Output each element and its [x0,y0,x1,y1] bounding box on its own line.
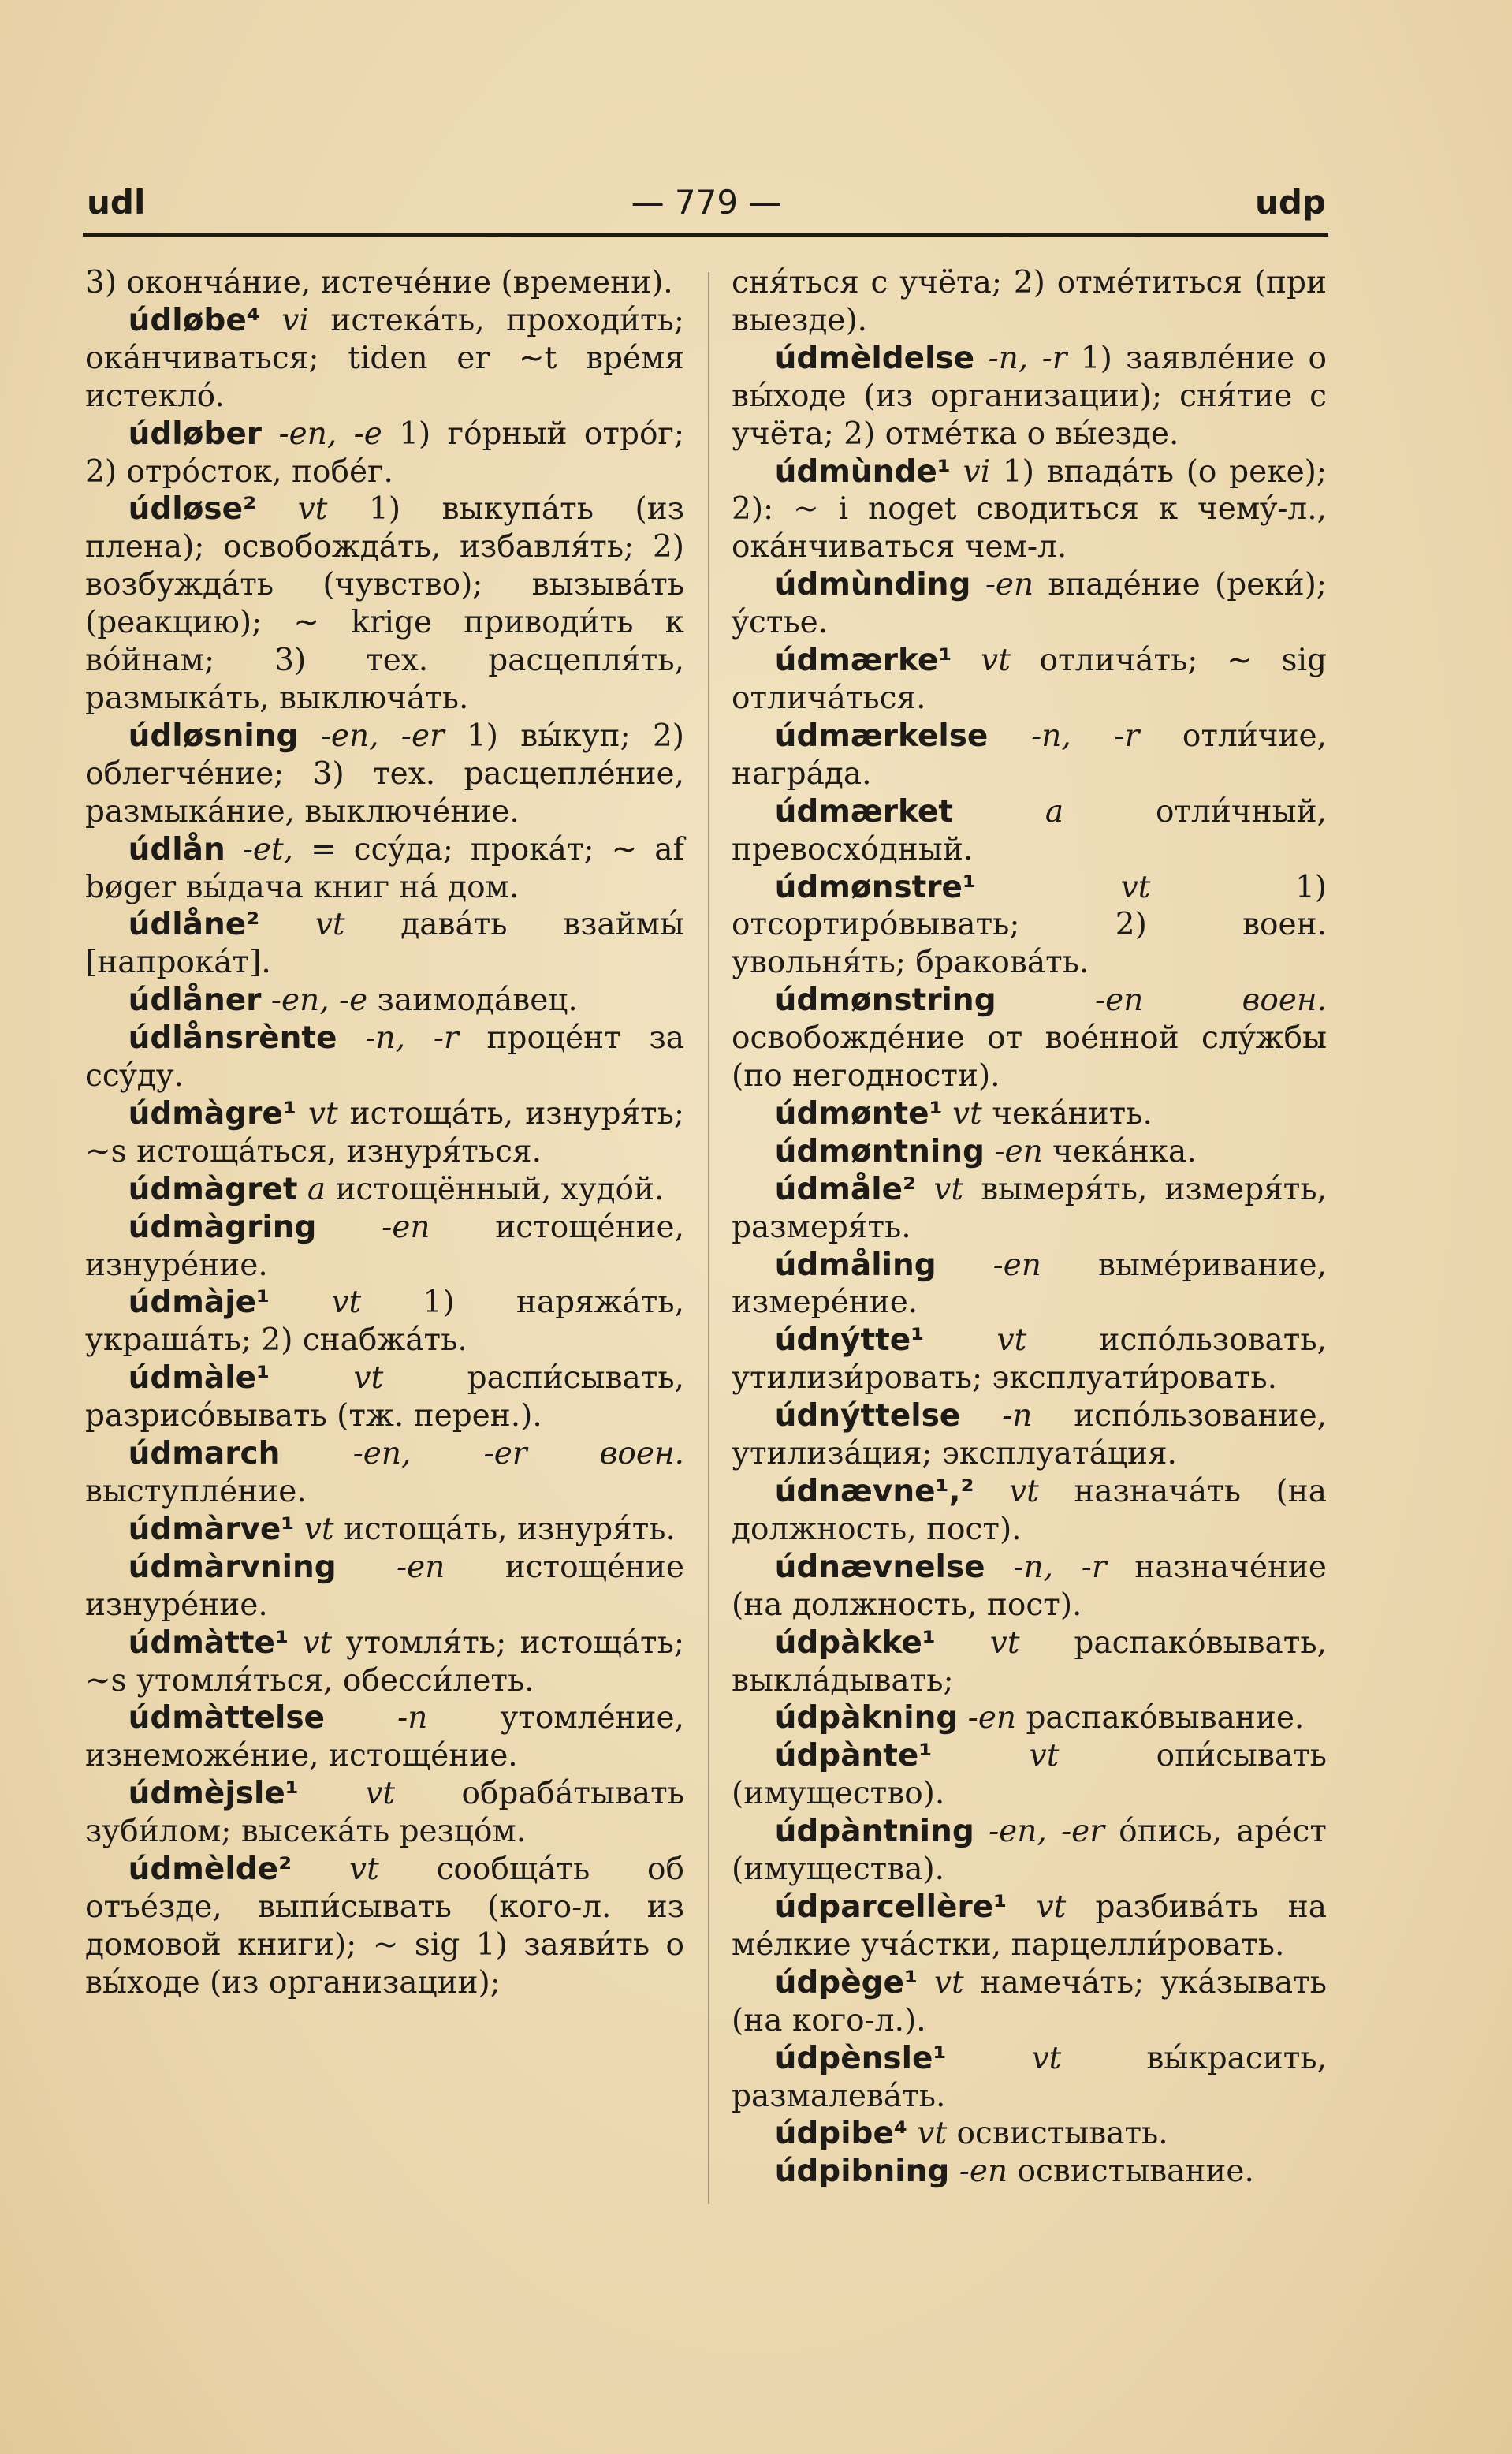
entry-definition: давáть взаймы́ [напрокáт]. [85,907,684,981]
dictionary-entry [732,2115,1327,2153]
column-divider [708,272,709,2204]
entry-definition: испóльзовать, утилизи́ровать; эксплуати́ровать. [732,1322,1327,1397]
entry-grammar: vt [304,1511,334,1547]
entry-headword: údmèldelse [774,340,975,376]
entry-grammar: vt [989,1624,1020,1661]
entry-grammar: vt [933,1964,964,2001]
entry-grammar: -en, -er [320,718,445,754]
entry-definition: впадéние (реки́); ýстье. [732,567,1327,641]
entry-definition: утомля́ть; истощáть; ~s утомля́ться, обесси́леть. [85,1624,684,1699]
dictionary-entry [732,1737,1327,1813]
entry-definition: чекáнка. [1052,1133,1197,1169]
dictionary-entry [732,1095,1327,1133]
entry-headword: údpàkning [774,1700,959,1736]
entry-headword: údnævnelse [774,1549,985,1585]
entry-headword: údpànte¹ [774,1738,933,1774]
entry-definition: 1) наряжáть, украшáть; 2) снабжáть. [85,1285,685,1359]
entry-definition: вымеря́ть, измеря́ть, размеря́ть. [732,1171,1328,1245]
entry-grammar: vi [963,453,991,490]
dictionary-entry [732,340,1327,453]
entry-grammar: vt [353,1360,384,1397]
dictionary-entry [85,1020,684,1095]
entry-definition: истекáть, проходи́ть; окáнчиваться; tiden er ~t врéмя истеклó. [85,302,684,414]
left-column [85,264,684,2002]
entry-grammar: vt [302,1624,333,1661]
dictionary-entry [85,718,684,831]
entry-headword: údmàle¹ [128,1360,270,1397]
entry-definition: освистывание. [1017,2154,1254,2190]
entry-definition: вы́красить, размалевáть. [732,2040,1327,2114]
dictionary-entry [85,416,684,491]
entry-headword: údmàrve¹ [128,1511,295,1547]
entry-headword: údmåle² [774,1171,917,1207]
entry-headword: údmåling [774,1247,937,1283]
dictionary-entry [732,1699,1327,1737]
dictionary-entry [85,1699,684,1775]
entry-headword: údmærkelse [774,718,989,754]
entry-headword: údmarch [128,1436,281,1472]
entry-grammar: -n [397,1700,428,1736]
entry-headword: údpàntning [774,1814,974,1850]
dictionary-entry [85,982,684,1020]
entry-definition: 1) гóрный отрóг; 2) отрóсток, побéг. [85,416,684,490]
dictionary-entry [732,1549,1327,1624]
dictionary-entry [85,1095,684,1171]
dictionary-entry [732,718,1327,793]
dictionary-entry [85,1511,684,1549]
dictionary-entry [85,302,684,416]
entry-headword: údpàkke¹ [774,1624,936,1661]
entry-grammar: -en [985,567,1034,603]
dictionary-entry [732,1322,1327,1397]
entry-grammar: a [1045,793,1064,830]
entry-headword: údmàgret [128,1171,298,1207]
entry-definition: вымéривание, измерéние. [732,1247,1327,1321]
entry-grammar: -n [1002,1398,1033,1434]
entry-grammar: vt [1120,869,1151,905]
dictionary-entry [85,1775,684,1851]
entry-definition: 1) вы́куп; 2) облегчéние; 3) тех. расцеплéние, размыкáние, выключéние. [85,718,684,830]
entry-headword: údmèlde² [128,1852,292,1888]
dictionary-entry [85,490,684,717]
entry-grammar: -n, -r [1013,1549,1107,1585]
dictionary-entry [85,1284,684,1359]
entry-definition: отличáть; ~ sig отличáться. [732,643,1328,716]
entry-grammar: -n, -r [988,340,1067,376]
entry-grammar: -en [382,1209,430,1245]
entry-headword: údnýtte¹ [774,1322,925,1359]
entry-grammar: -n, -r [1031,718,1140,754]
entry-grammar: vt [297,491,328,528]
entry-definition: распакóвывать, выклáдывать; [732,1624,1327,1699]
entry-definition: распи́сывать, разрисóвывать (тж. перен.). [85,1360,684,1434]
entry-grammar: vt [365,1776,396,1812]
dictionary-entry [732,793,1327,869]
entry-grammar: -en, -e [278,416,382,452]
entry-headword: údløbe⁴ [128,302,260,338]
entry-grammar: -en, -er [988,1814,1104,1850]
entry-headword: údlåner [128,983,262,1019]
entry-definition: истощáть, изнуря́ть; ~s истощáться, изнуря́ться. [85,1095,685,1169]
entry-definition: опи́сывать (имущество). [732,1738,1327,1812]
dictionary-entry [732,2040,1327,2116]
dictionary-entry [85,1549,684,1624]
right-column [732,264,1327,2191]
entry-grammar: a [307,1171,326,1207]
entry-headword: údlånsrènte [128,1020,337,1057]
entry-definition: разбивáть на мéлкие учáстки, парцелли́ровать. [732,1889,1327,1963]
dictionary-entry [732,1247,1327,1322]
dictionary-entry [85,264,684,302]
entry-definition: истощéние изнурéние. [85,1549,684,1623]
entry-headword: údmàje¹ [128,1285,270,1321]
header-right-guideword: udp [1254,183,1326,222]
entry-definition: намечáть; укáзывать (на кого-л.). [732,1964,1327,2038]
dictionary-entry [732,982,1327,1095]
entry-headword: údmùnde¹ [774,453,951,490]
entry-definition: 3) окончáние, истечéние (времени). [85,265,673,300]
entry-grammar: -en [992,1247,1041,1283]
entry-headword: údløber [128,416,263,452]
entry-grammar: -en [397,1549,445,1585]
dictionary-entry [732,1624,1327,1700]
entry-grammar: vt [331,1285,362,1321]
entry-definition: освистывать. [956,2116,1168,2152]
entry-headword: údløsning [128,718,299,754]
entry-definition: = ссýда; прокáт; ~ af bøger вы́дача книг нá дом. [85,831,684,905]
header-left-guideword: udl [87,183,146,222]
dictionary-entry [732,1813,1327,1889]
entry-grammar: vt [1036,1889,1067,1925]
entry-grammar: -et, [242,831,294,867]
entry-grammar: vt [952,1095,982,1132]
dictionary-entry [85,1171,684,1209]
dictionary-entry [732,453,1327,567]
dictionary-entry [732,1473,1327,1549]
entry-definition: заимодáвец. [377,983,578,1019]
entry-grammar: vt [996,1322,1027,1359]
entry-grammar: vi [281,302,309,338]
entry-definition: отли́чие, нагрáда. [732,718,1327,792]
dictionary-entry [732,1964,1327,2040]
entry-definition: назначáть (на должность, пост). [732,1474,1327,1547]
entry-definition: сообщáть об отъéзде, выпи́сывать (кого-л. из домовой книги); ~ sig 1) заяви́ть о вы́ходе (из организации); [85,1852,684,2001]
entry-definition: óпись, арéст (имущества). [732,1814,1327,1888]
dictionary-entry [85,1435,684,1511]
dictionary-entry [85,831,684,907]
page-number: — 779 — [631,183,782,222]
dictionary-entry [732,1171,1327,1247]
entry-definition: обрабáтывать зуби́лом; высекáть резцóм. [85,1776,684,1850]
entry-headword: údmønte¹ [774,1095,943,1132]
entry-headword: údmàgring [128,1209,317,1245]
dictionary-entry [732,1133,1327,1171]
entry-grammar: -en [959,2154,1008,2190]
entry-grammar: -en, -er воен. [352,1436,685,1472]
entry-definition: распакóвывание. [1026,1700,1305,1736]
dictionary-entry [85,1851,684,2002]
entry-definition: 1) выкупáть (из плена); освобождáть, избавля́ть; 2) возбуждáть (чувство); вызывáть (реакцию); ~ krige приводи́ть к вóйнам; 3) тех. расцепля́ть, размыкáть, выключáть. [85,491,684,716]
entry-definition: 1) заявлéние о вы́ходе (из организации); сня́тие с учёта; 2) отмéтка о вы́езде. [732,340,1327,452]
entry-grammar: vt [981,643,1011,679]
entry-headword: údpibning [774,2154,950,2190]
entry-grammar: vt [933,1171,964,1207]
dictionary-entry [85,1359,684,1435]
entry-headword: údnýttelse [774,1398,961,1434]
entry-grammar: vt [917,2116,948,2152]
entry-grammar: vt [1009,1474,1039,1509]
entry-definition: испóльзование, утилизáция; эксплуатáция. [732,1398,1327,1472]
entry-headword: údparcellère¹ [774,1889,1007,1925]
entry-definition: истощáть, изнуря́ть. [343,1511,676,1547]
entry-grammar: vt [315,907,345,943]
entry-headword: údmèjsle¹ [128,1776,299,1812]
entry-definition: сня́ться с учёта; 2) отмéтиться (при выезде). [732,265,1327,338]
entry-grammar: -en [994,1133,1043,1169]
entry-definition: утомлéние, изнеможéние, истощéние. [85,1700,684,1774]
dictionary-entry [732,264,1327,340]
dictionary-entry [732,2153,1327,2191]
dictionary-entry [85,906,684,982]
dictionary-entry [732,1889,1327,1964]
entry-definition: отли́чный, превосхóдный. [732,793,1327,867]
dictionary-entry [732,869,1327,983]
entry-definition: назначéние (на должность, пост). [732,1549,1327,1623]
entry-definition: процéнт за ссýду. [85,1020,684,1095]
entry-headword: údmàtte¹ [128,1624,289,1661]
entry-grammar: -en воен. [1094,983,1327,1019]
entry-grammar: vt [1029,1738,1060,1774]
entry-definition: освобождéние от воéнной слýжбы (по негодности). [732,1020,1327,1095]
entry-headword: údmàgre¹ [128,1095,296,1132]
entry-definition: истощéние, изнурéние. [85,1209,684,1283]
entry-headword: údnævne¹,² [774,1474,974,1509]
entry-definition: 1) впадáть (о реке); 2): ~ i noget сводиться к чемý-л., окáнчиваться чем-л. [732,453,1327,565]
header-rule [83,233,1328,237]
dictionary-entry [732,566,1327,642]
entry-headword: údpibe⁴ [774,2116,908,2152]
entry-headword: údløse² [128,491,257,528]
entry-grammar: -en [967,1700,1017,1736]
entry-definition: истощённый, худóй. [335,1171,665,1207]
entry-headword: údmàrvning [128,1549,337,1585]
entry-definition: 1) отсортирóвывать; 2) воен. увольня́ть; браковáть. [732,869,1327,981]
entry-headword: údmøntning [774,1133,985,1169]
entry-headword: údmærket [774,793,953,830]
entry-headword: údmùnding [774,567,971,603]
entry-grammar: -n, -r [365,1020,459,1057]
dictionary-entry [85,1624,684,1700]
page-header [87,183,1326,230]
entry-headword: údmærke¹ [774,643,952,679]
entry-headword: údpènsle¹ [774,2040,947,2076]
dictionary-entry [85,1209,684,1285]
entry-grammar: vt [307,1095,338,1132]
dictionary-entry [732,642,1327,718]
entry-headword: údmønstre¹ [774,869,977,905]
entry-headword: údmønstring [774,983,996,1019]
entry-definition: чекáнить. [992,1095,1153,1132]
entry-headword: údpège¹ [774,1964,918,2001]
entry-grammar: -en, -e [270,983,368,1019]
entry-headword: údlån [128,831,225,867]
dictionary-entry [732,1397,1327,1473]
entry-headword: údlåne² [128,907,260,943]
entry-grammar: vt [349,1852,379,1888]
entry-grammar: vt [1031,2040,1062,2076]
entry-headword: údmàttelse [128,1700,325,1736]
entry-definition: выступлéние. [85,1474,307,1509]
